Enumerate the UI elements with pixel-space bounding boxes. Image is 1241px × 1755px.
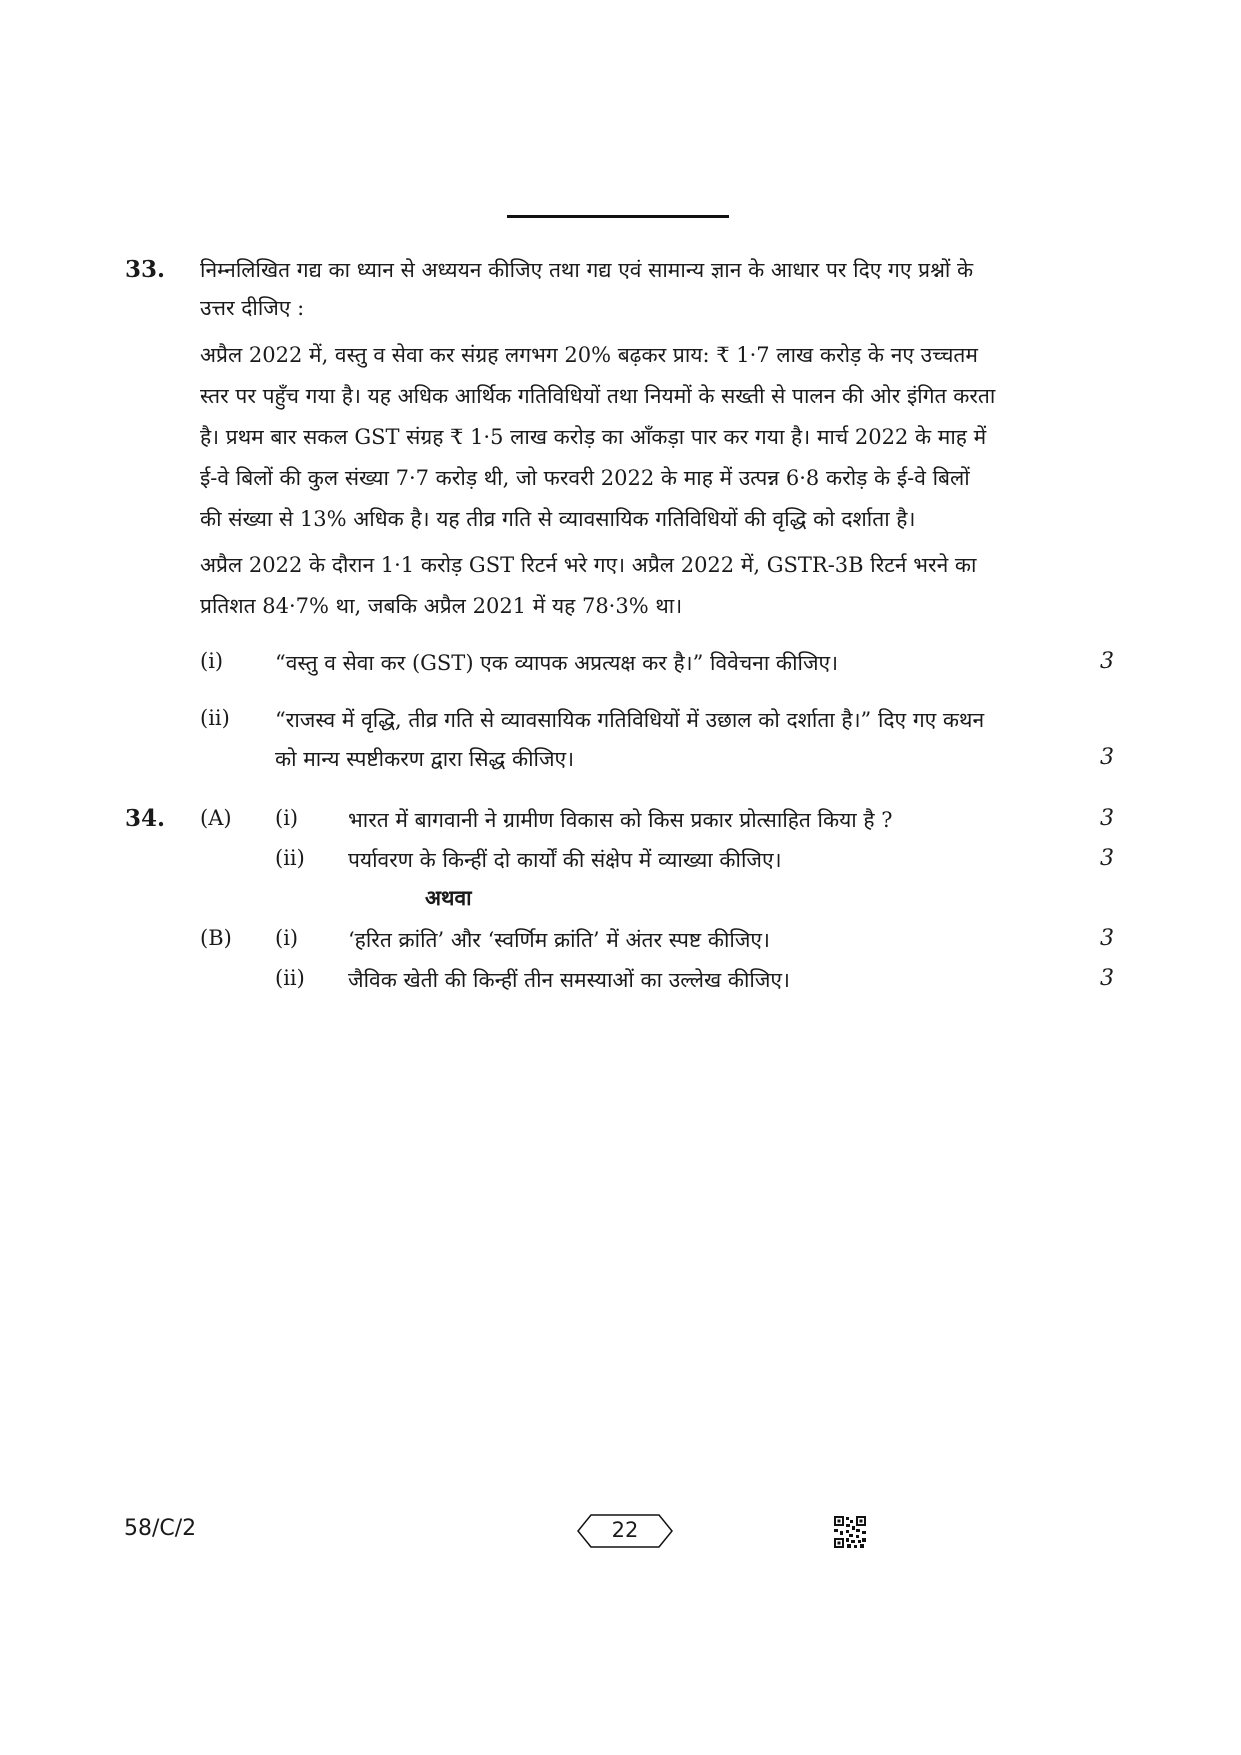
page-number-badge — [577, 1514, 673, 1548]
question-33-number: 33. — [125, 256, 166, 283]
question-33-sub-ii-marks: 3 — [1100, 745, 1114, 770]
page-number: 22 — [611, 1518, 639, 1542]
question-34-b-ii-text: जैविक खेती की किन्हीं तीन समस्याओं का उल्लेख कीजिए। — [348, 968, 791, 992]
question-33-sub-i-marks: 3 — [1100, 649, 1114, 674]
question-33-sub-ii-text-line-2: को मान्य स्पष्टीकरण द्वारा सिद्ध कीजिए। — [275, 747, 575, 771]
qr-code-icon — [834, 1516, 866, 1548]
question-33-sub-ii-text-line-1: “राजस्व में वृद्धि, तीव्र गति से व्यावसायिक गतिविधियों में उछाल को दर्शाता है।” दिए गए कथन — [275, 708, 985, 732]
passage-line-2: स्तर पर पहुँच गया है। यह अधिक आर्थिक गतिविधियों तथा नियमों के सख्ती से पालन की ओर इंगित करता — [200, 384, 996, 408]
question-34-b-i-label: (i) — [275, 926, 299, 950]
passage-line-5: की संख्या से 13% अधिक है। यह तीव्र गति से व्यावसायिक गतिविधियों की वृद्धि को दर्शाता है। — [200, 507, 916, 531]
question-34-b-ii-label: (ii) — [275, 966, 305, 990]
question-34-a-ii-label: (ii) — [275, 846, 305, 870]
or-separator: अथवा — [425, 885, 472, 910]
question-34-b-i-text: ‘हरित क्रांति’ और ‘स्वर्णिम क्रांति’ में अंतर स्पष्ट कीजिए। — [348, 928, 770, 952]
question-34-option-a-label: (A) — [200, 806, 232, 830]
question-34-a-i-label: (i) — [275, 806, 299, 830]
question-33-sub-i-label: (i) — [200, 649, 224, 673]
question-33-sub-ii-label: (ii) — [200, 706, 230, 730]
question-34-a-i-marks: 3 — [1100, 806, 1114, 831]
passage-line-3: है। प्रथम बार सकल GST संग्रह ₹ 1·5 लाख करोड़ का आँकड़ा पार कर गया है। मार्च 2022 के माह में — [200, 425, 987, 449]
passage-line-6: अप्रैल 2022 के दौरान 1·1 करोड़ GST रिटर्न भरे गए। अप्रैल 2022 में, GSTR-3B रिटर्न भरने का — [200, 553, 977, 577]
passage-line-4: ई-वे बिलों की कुल संख्या 7·7 करोड़ थी, जो फरवरी 2022 के माह में उत्पन्न 6·8 करोड़ के ई-वे बिलों — [200, 466, 970, 490]
question-34-option-b-label: (B) — [200, 926, 232, 950]
passage-line-1: अप्रैल 2022 में, वस्तु व सेवा कर संग्रह लगभग 20% बढ़कर प्राय: ₹ 1·7 लाख करोड़ के नए उच्चतम — [200, 343, 978, 367]
question-34-b-i-marks: 3 — [1100, 926, 1114, 951]
paper-code: 58/C/2 — [124, 1516, 197, 1541]
question-34-b-ii-marks: 3 — [1100, 966, 1114, 991]
top-divider-rule — [507, 215, 729, 218]
question-33-instruction-line-2: उत्तर दीजिए : — [200, 296, 305, 320]
question-34-a-ii-marks: 3 — [1100, 846, 1114, 871]
question-34-a-i-text: भारत में बागवानी ने ग्रामीण विकास को किस प्रकार प्रोत्साहित किया है ? — [348, 808, 893, 832]
question-33-sub-i-text: “वस्तु व सेवा कर (GST) एक व्यापक अप्रत्यक्ष कर है।” विवेचना कीजिए। — [275, 651, 839, 675]
question-34-a-ii-text: पर्यावरण के किन्हीं दो कार्यों की संक्षेप में व्याख्या कीजिए। — [348, 848, 782, 872]
passage-line-7: प्रतिशत 84·7% था, जबकि अप्रैल 2021 में यह 78·3% था। — [200, 594, 683, 618]
question-34-number: 34. — [125, 805, 166, 832]
question-33-instruction-line-1: निम्नलिखित गद्य का ध्यान से अध्ययन कीजिए तथा गद्य एवं सामान्य ज्ञान के आधार पर दिए गए प्रश्नों के — [200, 258, 974, 282]
